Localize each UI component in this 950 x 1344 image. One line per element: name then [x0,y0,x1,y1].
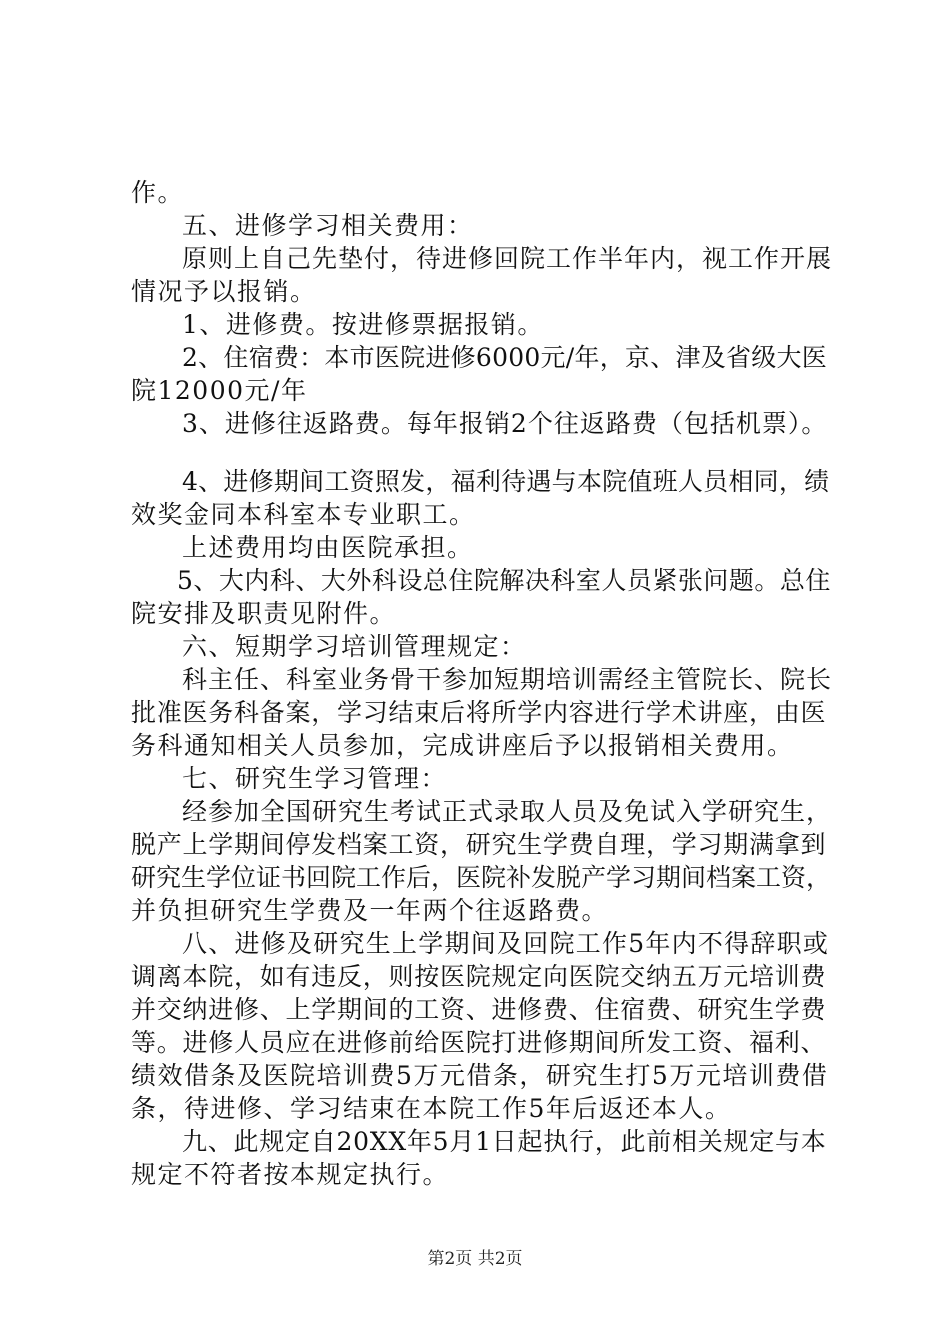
text-line: 规定不符者按本规定执行。 [131,1160,450,1189]
text-line: 效奖金同本科室本专业职工。 [131,500,476,529]
section-heading: 六、短期学习培训管理规定： [182,632,527,661]
text-line: 绩效借条及医院培训费5万元借条，研究生打5万元培训费借 [131,1061,829,1090]
page-footer: 第2页 共2页 [427,1249,523,1269]
text-line: 条，待进修、学习结束在本院工作5年后返还本人。 [131,1094,732,1123]
text-line: 调离本院，如有违反，则按医院规定向医院交纳五万元培训费 [131,962,827,991]
text-line: 脱产上学期间停发档案工资，研究生学费自理，学习期满拿到 [131,830,827,859]
text-line: 经参加全国研究生考试正式录取人员及免试入学研究生， [182,797,833,826]
text-line: 并负担研究生学费及一年两个往返路费。 [131,896,609,925]
text-line: 科主任、科室业务骨干参加短期培训需经主管院长、院长 [182,665,833,694]
text-line: 上述费用均由医院承担。 [182,533,474,562]
text-line: 作。 [131,178,185,207]
list-item: 4、进修期间工资照发，福利待遇与本院值班人员相同，绩 [182,467,830,496]
list-item: 5、大内科、大外科设总住院解决科室人员紧张问题。总住 [177,566,831,595]
text-line: 务科通知相关人员参加，完成讲座后予以报销相关费用。 [131,731,794,760]
section-heading: 五、进修学习相关费用： [182,211,474,240]
text-line: 情况予以报销。 [131,277,317,306]
text-line: 原则上自己先垫付，待进修回院工作半年内，视工作开展 [182,244,833,273]
text-line: 院安排及职责见附件。 [131,599,397,628]
list-item: 1、进修费。按进修票据报销。 [182,310,544,339]
list-item: 3、进修往返路费。每年报销2个往返路费（包括机票）。 [182,409,828,438]
section-heading: 八、进修及研究生上学期间及回院工作5年内不得辞职或 [182,929,830,958]
text-line: 院12000元/年 [131,376,308,405]
text-line: 批准医务科备案，学习结束后将所学内容进行学术讲座，由医 [131,698,827,727]
text-line: 研究生学位证书回院工作后，医院补发脱产学习期间档案工资， [131,863,832,892]
section-heading: 七、研究生学习管理： [182,764,448,793]
text-line: 并交纳进修、上学期间的工资、进修费、住宿费、研究生学费 [131,995,827,1024]
section-heading: 九、此规定自20XX年5月1日起执行，此前相关规定与本 [182,1127,827,1156]
text-line: 等。进修人员应在进修前给医院打进修期间所发工资、福利、 [131,1028,827,1057]
list-item: 2、住宿费：本市医院进修6000元/年，京、津及省级大医 [182,343,827,372]
